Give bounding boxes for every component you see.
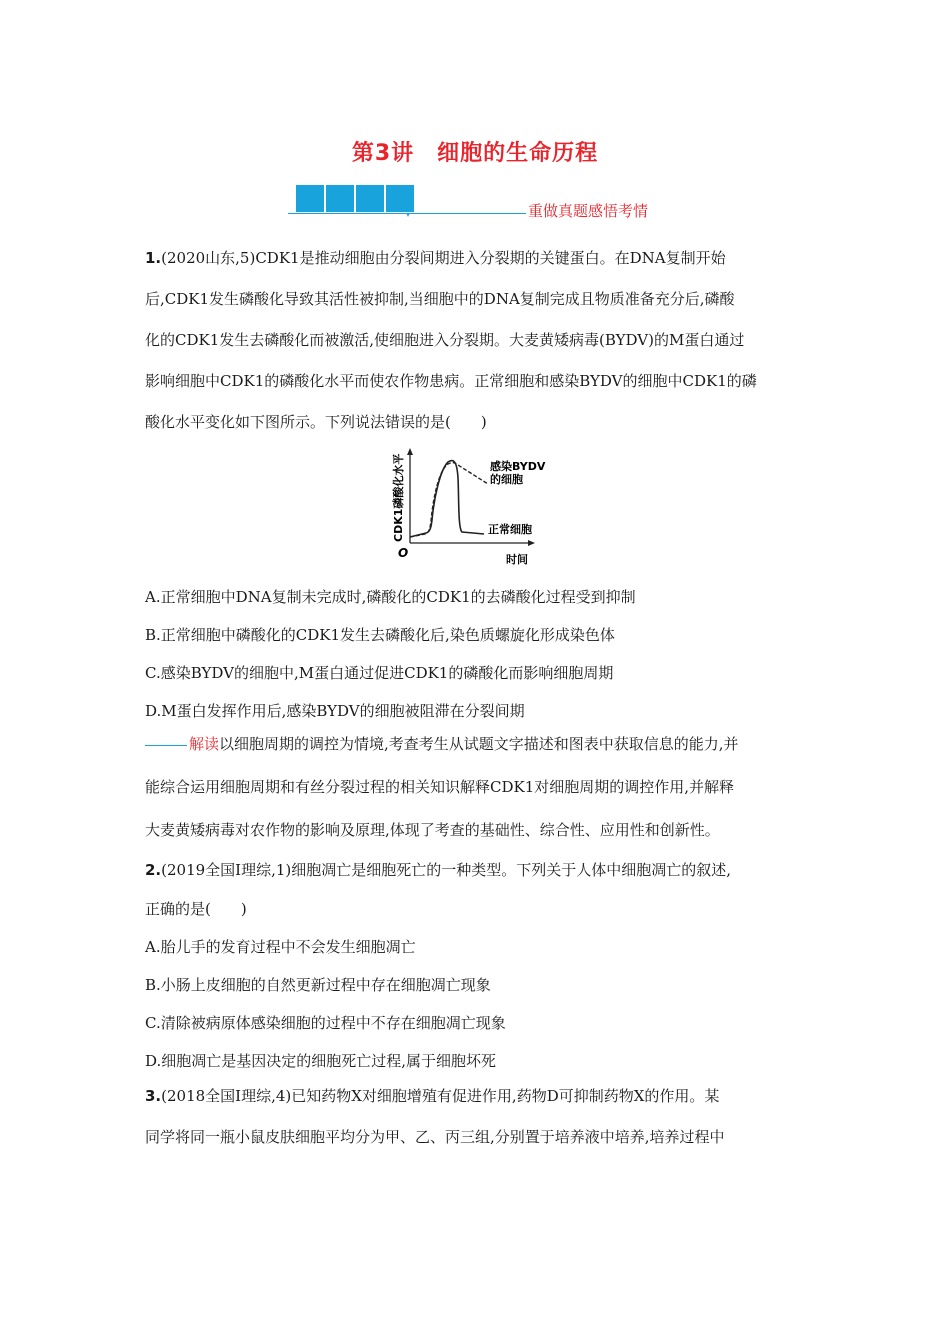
q2-option-b: B.小肠上皮细胞的自然更新过程中存在细胞凋亡现象 — [145, 976, 491, 994]
banner-block — [326, 185, 354, 212]
banner-blocks — [296, 185, 416, 212]
legend-bydv-line-1: 感染BYDV — [490, 460, 546, 473]
q1-option-b: B.正常细胞中磷酸化的CDK1发生去磷酸化后,染色质螺旋化形成染色体 — [145, 626, 615, 644]
page-title: 第3讲 细胞的生命历程 — [351, 141, 599, 166]
q1-jiedu-line-2: 能综合运用细胞周期和有丝分裂过程的相关知识解释CDK1对细胞周期的调控作用,并解释 — [145, 778, 735, 796]
q3-line-2: 同学将同一瓶小鼠皮肤细胞平均分为甲、乙、丙三组,分别置于培养液中培养,培养过程中 — [145, 1128, 725, 1146]
legend-normal: 正常细胞 — [488, 523, 532, 536]
q1-line-4: 影响细胞中CDK1的磷酸化水平而使农作物患病。正常细胞和感染BYDV的细胞中CDK1的磷 — [145, 372, 757, 390]
q1-option-a: A.正常细胞中DNA复制未完成时,磷酸化的CDK1的去磷酸化过程受到抑制 — [145, 588, 636, 606]
legend-bydv-line-2: 的细胞 — [490, 473, 523, 486]
y-axis-arrow-icon — [407, 448, 413, 455]
q1-option-d: D.M蛋白发挥作用后,感染BYDV的细胞被阻滞在分裂间期 — [145, 702, 525, 720]
q2-option-d: D.细胞凋亡是基因决定的细胞死亡过程,属于细胞坏死 — [145, 1052, 497, 1070]
q2-line-2: 正确的是( ) — [145, 900, 247, 918]
series-normal-line — [410, 461, 484, 537]
q1-number: 1. — [145, 249, 162, 267]
banner-arrow-icon: ▾ — [406, 210, 411, 219]
q1-line-3: 化的CDK1发生去磷酸化而被激活,使细胞进入分裂期。大麦黄矮病毒(BYDV)的M蛋白通过 — [145, 331, 745, 349]
q2-number: 2. — [145, 861, 162, 879]
cdk1-chart — [378, 448, 558, 573]
x-axis-label: 时间 — [506, 553, 528, 566]
jiedu-text: 以细胞周期的调控为情境,考查考生从试题文字描述和图表中获取信息的能力,并 — [219, 735, 739, 753]
q3-text: (2018全国Ⅰ理综,4)已知药物X对细胞增殖有促进作用,药物D可抑制药物X的作用。某 — [161, 1087, 720, 1105]
banner-block — [296, 185, 324, 212]
q1-line-2: 后,CDK1发生磷酸化导致其活性被抑制,当细胞中的DNA复制完成且物质准备充分后,磷酸 — [145, 290, 735, 308]
q2-option-c: C.清除被病原体感染细胞的过程中不存在细胞凋亡现象 — [145, 1014, 506, 1032]
q1-line-1 — [145, 238, 815, 279]
q2-text: (2019全国Ⅰ理综,1)细胞凋亡是细胞死亡的一种类型。下列关于人体中细胞凋亡的叙述, — [161, 861, 732, 879]
jiedu-label: 解读 — [189, 735, 220, 753]
q3-line-1 — [145, 1076, 815, 1117]
q1-option-c: C.感染BYDV的细胞中,M蛋白通过促进CDK1的磷酸化而影响细胞周期 — [145, 664, 614, 682]
q1-jiedu-line-3: 大麦黄矮病毒对农作物的影响及原理,体现了考查的基础性、综合性、应用性和创新性。 — [145, 821, 720, 839]
x-axis-arrow-icon — [528, 540, 535, 546]
q1-jiedu-line-1 — [145, 724, 815, 765]
q1-text: (2020山东,5)CDK1是推动细胞由分裂间期进入分裂期的关键蛋白。在DNA复制开始 — [161, 249, 726, 267]
banner-block — [356, 185, 384, 212]
q2-option-a: A.胎儿手的发育过程中不会发生细胞凋亡 — [145, 938, 416, 956]
q3-number: 3. — [145, 1087, 162, 1105]
q2-line-1 — [145, 850, 815, 891]
q1-line-5: 酸化水平变化如下图所示。下列说法错误的是( ) — [145, 413, 487, 431]
banner-label: 重做真题感悟考情 — [528, 202, 649, 220]
jiedu-rule — [145, 745, 187, 746]
y-axis-label: CDK1磷酸化水平 — [392, 453, 405, 542]
origin-label: O — [398, 546, 409, 560]
banner-block — [386, 185, 414, 212]
section-banner — [288, 185, 708, 220]
series-bydv-line — [410, 463, 488, 537]
